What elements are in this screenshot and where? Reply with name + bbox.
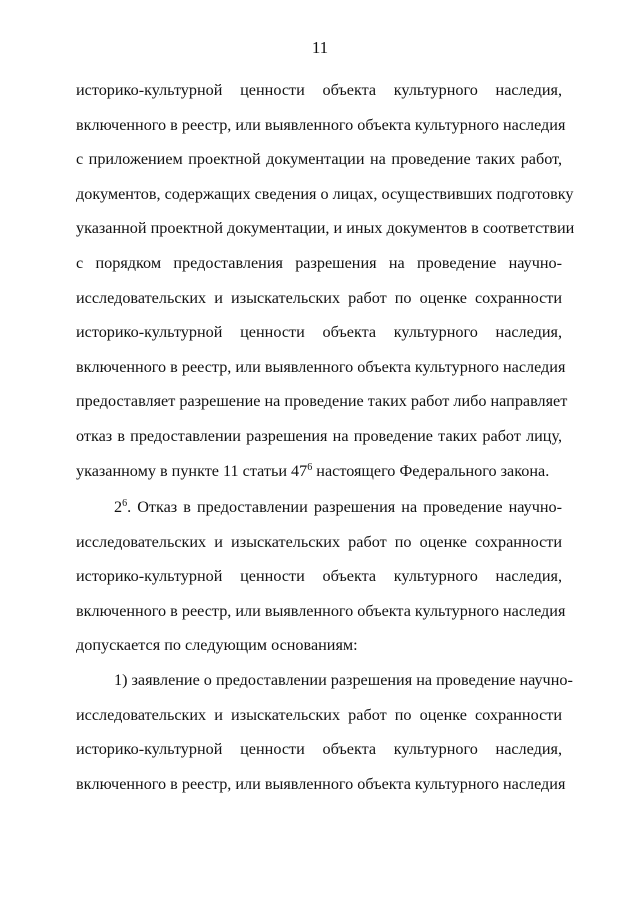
text-line: допускается по следующим основаниям: [76,636,358,655]
superscript-index: 6 [122,498,128,509]
paragraph-number: 2 [114,498,123,516]
text-line: указанной проектной документации, и иных документов в соответствии [76,219,575,238]
paragraph-article-2-6 [76,497,566,670]
page-number: 11 [311,38,329,57]
text-line: историко-культурной ценности объекта культурного наследия, [76,567,562,586]
paragraph-lead-line [76,497,562,532]
paragraph-continuation [76,80,575,495]
text-line: с порядком предоставления разрешения на проведение научно- [76,253,562,272]
text-line: включенного в реестр, или выявленного объекта культурного наследия [76,357,566,376]
text-line: с приложением проектной документации на проведение таких работ, [76,150,562,169]
reference-text-tail: настоящего Федерального закона. [312,461,550,480]
text-line: включенного в реестр, или выявленного объекта культурного наследия [76,115,566,134]
text-line: исследовательских и изыскательских работ по оценке сохранности [76,288,562,307]
reference-text: указанному в пункте 11 статьи 47 [76,461,308,480]
text-line: документов, содержащих сведения о лицах, осуществивших подготовку [76,184,574,203]
text-line: предоставляет разрешение на проведение таких работ либо направляет [76,392,568,411]
text-line: включенного в реестр, или выявленного объекта культурного наследия [76,774,566,793]
text-line: историко-культурной ценности объекта культурного наследия, [76,740,562,759]
text-line: исследовательских и изыскательских работ по оценке сохранности [76,532,562,551]
text-line: отказ в предоставлении разрешения на проведение таких работ лицу, [76,426,562,445]
text-line: историко-культурной ценности объекта культурного наследия, [76,81,562,99]
text-line: включенного в реестр, или выявленного объекта культурного наследия [76,601,566,620]
text-line-with-reference [76,461,562,496]
text-line: исследовательских и изыскательских работ по оценке сохранности [76,705,562,724]
text-line: историко-культурной ценности объекта культурного наследия, [76,323,562,342]
superscript-index: 6 [307,461,313,473]
paragraph-lead-text: . Отказ в предоставлении разрешения на проведение научно- [127,498,562,516]
text-line: 1) заявление о предоставлении разрешения на проведение научно- [114,671,573,689]
list-item-1 [76,670,573,808]
